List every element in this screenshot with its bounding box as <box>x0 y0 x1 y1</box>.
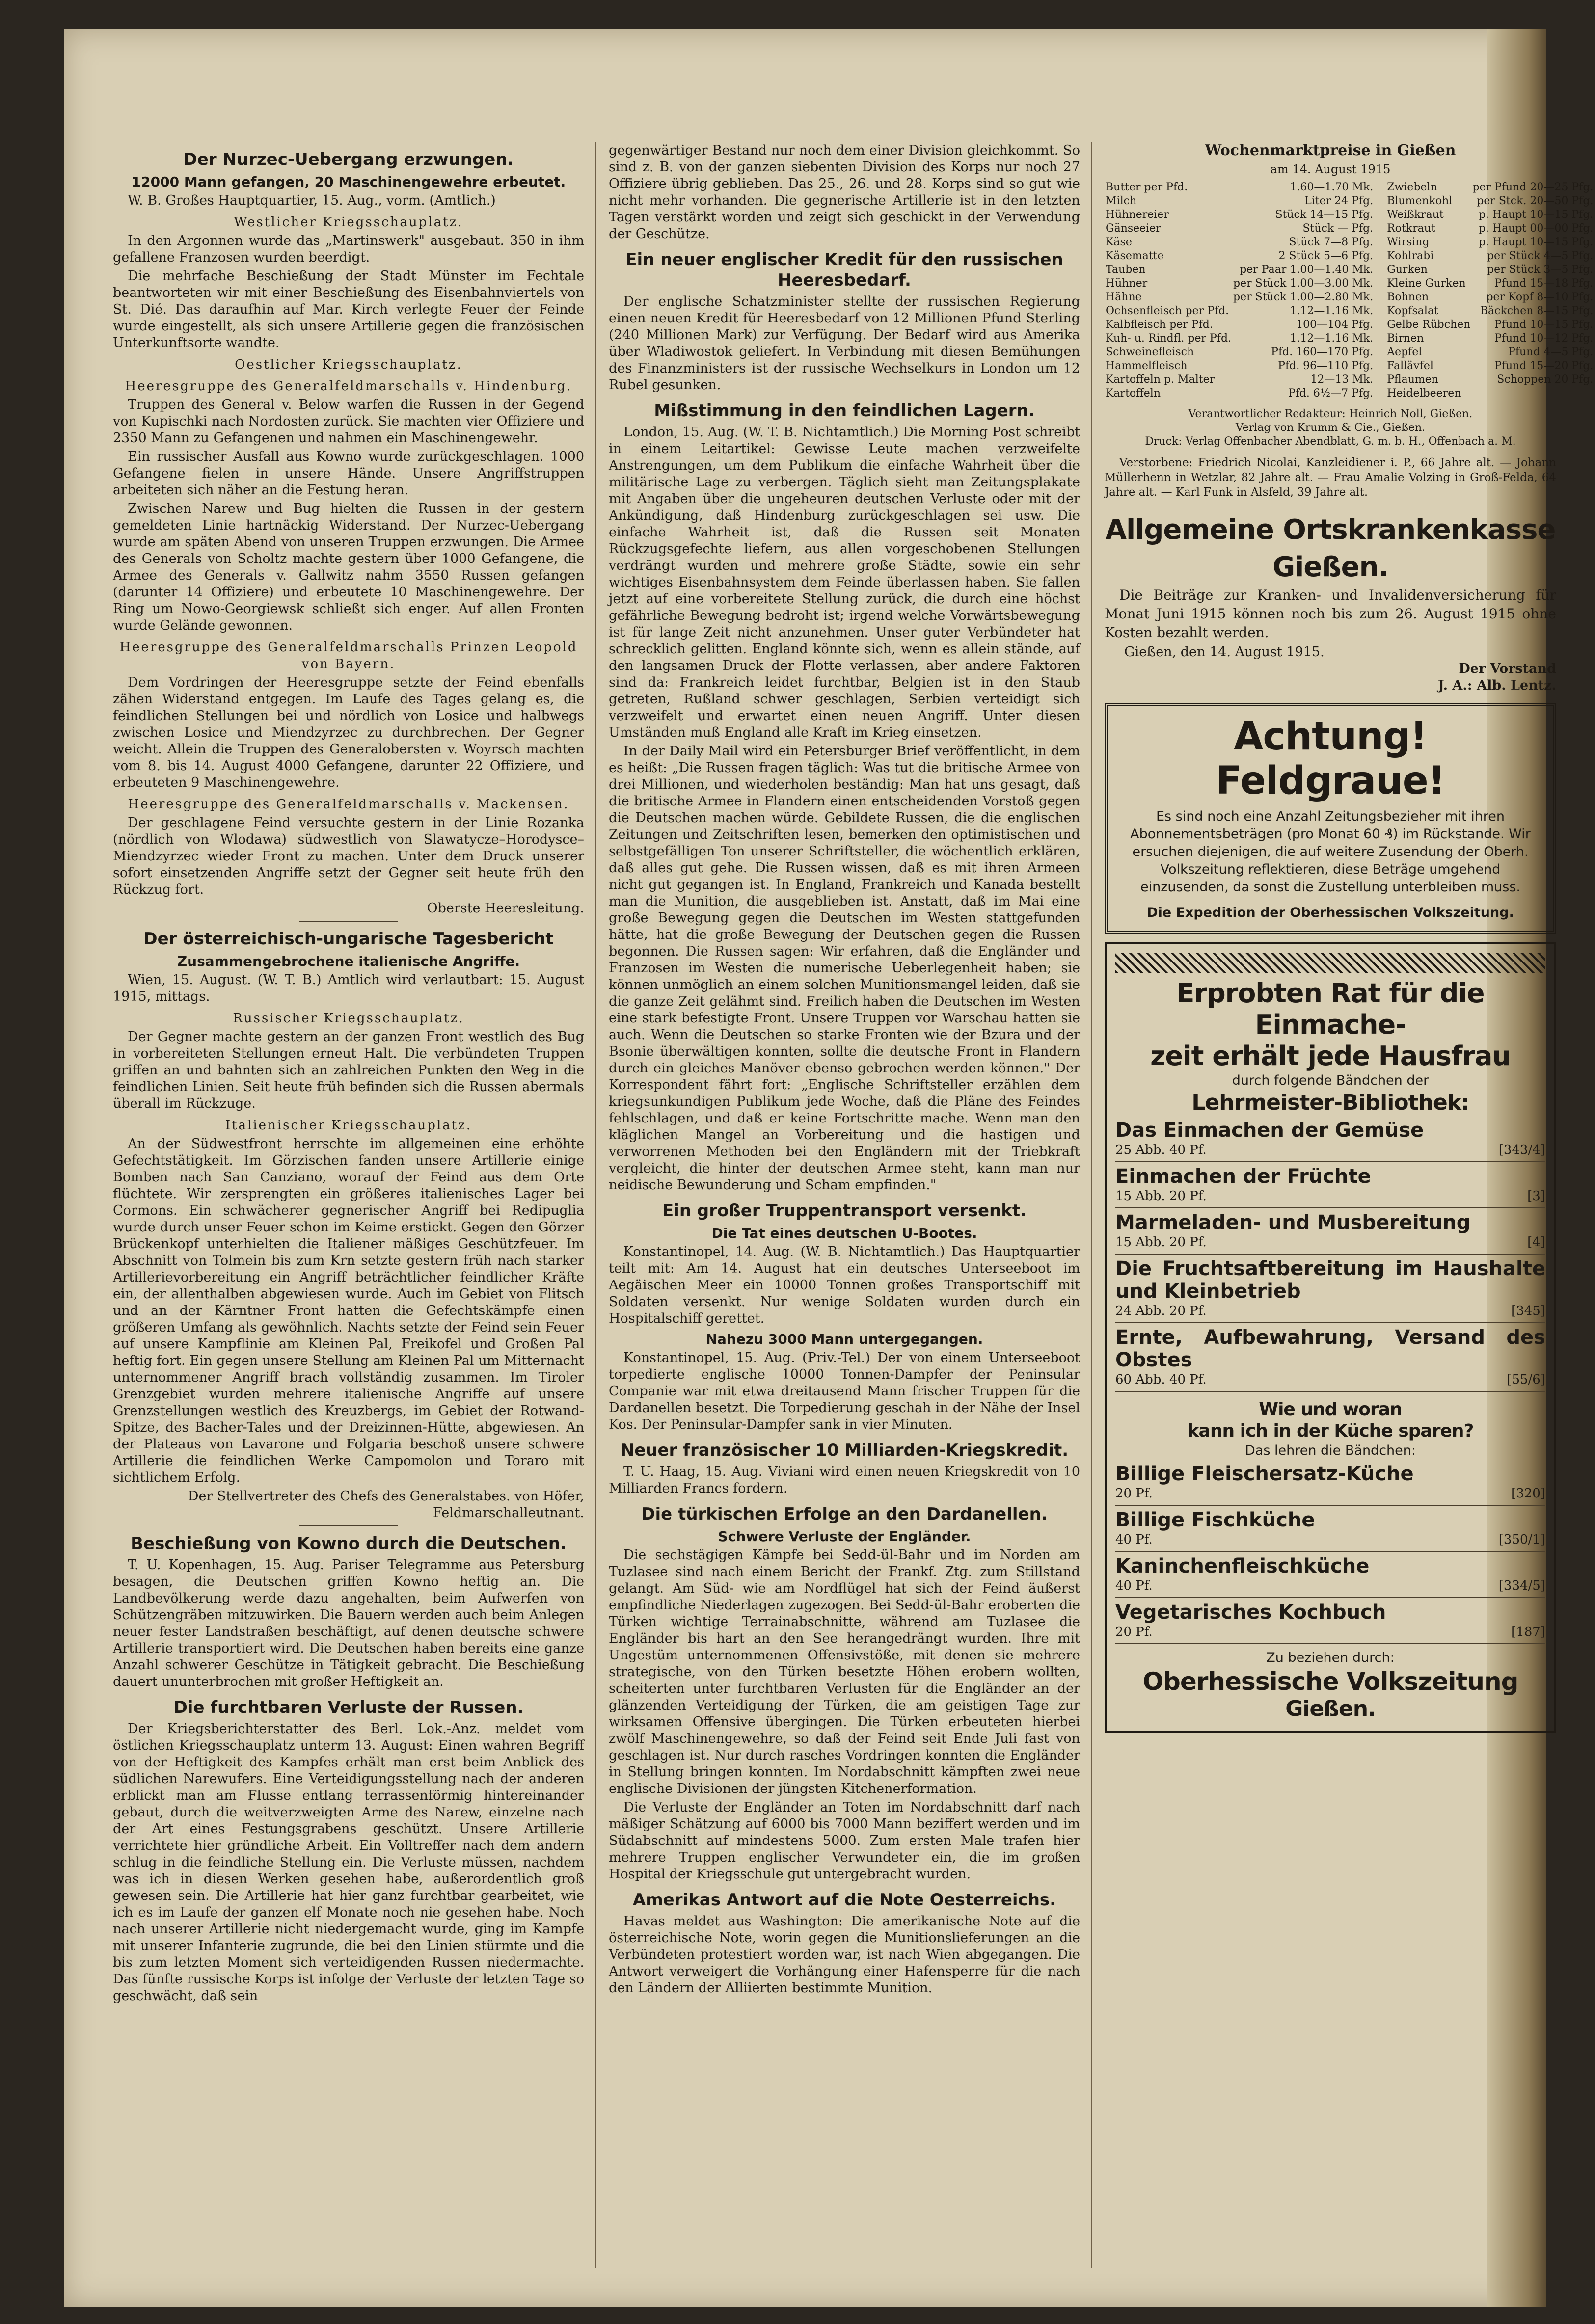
krankenkasse-title: Allgemeine Ortskrankenkasse Gießen. <box>1105 514 1556 583</box>
price-value: 1.60—1.70 Mk. <box>1290 181 1374 193</box>
market-prices-date: am 14. August 1915 <box>1270 162 1391 176</box>
book-title: Vegetarisches Kochbuch <box>1115 1601 1386 1624</box>
price-value: per Kopf 8—10 Pfg. <box>1486 291 1594 303</box>
market-prices-left <box>1105 181 1374 401</box>
article-dateline: W. B. Großes Hauptquartier, 15. Aug., vorm. (Amtlich.) <box>128 193 496 208</box>
ad-sparen-sub: Das lehren die Bändchen: <box>1245 1443 1416 1458</box>
price-value: Pfd. 160—170 Pfg. <box>1271 346 1374 358</box>
book-title: Einmachen der Früchte <box>1115 1165 1371 1188</box>
book-entry <box>1115 1323 1545 1392</box>
book-number: [4] <box>1527 1235 1545 1250</box>
ad-feldgraue-text: Es sind noch eine Anzahl Zeitungsbezieher mit ihren Abonnementsbeträgen (pro Monat 60 ₰) im Rückstande. Wir ersuchen diejenigen, die auf weitere Zusendung der Oberh. Volkszeitung reflektieren, diese Beträge umgehend einzusenden, da sonst die Zustellung unterbleiben muss. <box>1130 809 1531 895</box>
section-heading: Russischer Kriegsschauplatz. <box>233 1011 464 1026</box>
price-value: per Stck. 20—50 Pfg. <box>1477 195 1594 207</box>
price-value: per Pfund 20—25 Pfg. <box>1472 181 1594 193</box>
article-paragraph: In der Daily Mail wird ein Petersburger Brief veröffentlicht, in dem es heißt: „Die Russen fragen täglich: Was tut die britische Armee von drei Millionen, und wiederholen beständig: Man hat uns gesagt, daß die britische Armee in Flandern einen entscheidenden Vorstoß gegen die Deutschen machen würde. Gebildete Russen, die die englischen Zeitungen und Zeitschriften lesen, bemerken den optimistischen und selbstgefälligen Ton unserer Schriftsteller, die wöchentlich erklären, daß alles gut gehe. Die Russen wissen, daß es mit ihren Armeen nicht gut gegangen ist. In England, Frankreich und Kanada bestellt man die Munition, die ausgeblieben ist. Anstatt, daß im Mai eine große Bewegung gegen die Deutschen im Westen stattgefunden hätte, hat die große Bewegung der Deutschen gegen die Russen begonnen. Die Russen sagen: Wir erfahren, daß die Engländer und Franzosen im Westen die numerische Ueberlegenheit haben; sie können unmöglich an einem solchen Munitionsmangel leiden, daß sie die ganze Zeit gelähmt sind. Freilich haben die Deutschen im Westen eine stark befestigte Front. Unsere Truppen vor Warschau hatten sie auch. Wenn die Deutschen so starke Fronten wie der Bzura und der Bsonie überwältigen konnten, sollte die deutsche Front in Flandern durch ein gleiches Manöver ebenso gebrochen werden können." Der Korrespondent fährt fort: „Englische Schriftsteller erzählen dem kriegsunkundigen Publikum jede Woche, daß die Pläne des Feindes fehlschlagen, und daß er keine Fortschritte mache. Wenn man den kläglichen Mangel an Vorbereitung und die hastigen und verworrenen Methoden bei den Engländern mit der Triebkraft vergleicht, die hinter der deutschen Armee steht, kann man nur neidische Bewunderung und Scham empfinden." <box>609 744 1080 1193</box>
headline-austria: Der österreichisch-ungarische Tagesbericht <box>143 929 554 949</box>
price-value: Pfund 10—15 Pfg. <box>1494 319 1594 331</box>
book-meta <box>1115 1371 1545 1388</box>
decorative-border <box>1115 953 1545 973</box>
price-item: Käsematte <box>1106 250 1164 262</box>
book-price: 24 Abb. 20 Pf. <box>1115 1304 1207 1318</box>
book-price: 20 Pf. <box>1115 1486 1153 1501</box>
price-item: Bohnen <box>1387 291 1429 303</box>
book-title: Die Fruchtsaftbereitung im Haushalte und Kleinbetrieb <box>1115 1257 1545 1303</box>
ad-publisher-name: Oberhessische Volkszeitung <box>1142 1667 1518 1696</box>
price-row <box>1386 194 1594 208</box>
price-item: Kopfsalat <box>1387 305 1438 317</box>
price-row <box>1386 181 1594 194</box>
price-row <box>1386 373 1594 387</box>
book-meta <box>1115 1624 1545 1640</box>
price-value: Liter 24 Pfg. <box>1304 195 1374 207</box>
price-row <box>1105 304 1374 318</box>
krankenkasse-signature: J. A.: Alb. Lentz. <box>1437 678 1556 693</box>
article-paragraph: Ein russischer Ausfall aus Kowno wurde zurückgeschlagen. 1000 Gefangene fielen in unsere Hände. Unsere Angriffstruppen arbeiteten sich näher an die Festung heran. <box>113 449 584 498</box>
article-paragraph: Konstantinopel, 15. Aug. (Priv.-Tel.) Der von einem Unterseeboot torpedierte englische 10000 Tonnen-Dampfer der Peninsular Companie war mit etwa dreitausend Mann frischer Truppen für die Dardanellen besetzt. Die Torpedierung geschah in der Nähe der Insel Kos. Der Peninsular-Dampfer sank in vier Minuten. <box>609 1350 1080 1432</box>
ad-lehrmeister-title: zeit erhält jede Hausfrau <box>1150 1041 1511 1071</box>
book-price: 20 Pf. <box>1115 1625 1153 1639</box>
column-left <box>113 142 584 2006</box>
book-list <box>1115 1116 1545 1392</box>
book-price: 60 Abb. 40 Pf. <box>1115 1372 1207 1387</box>
price-item: Aepfel <box>1387 346 1422 358</box>
price-row <box>1105 373 1374 387</box>
article-paragraph: Truppen des General v. Below warfen die Russen in der Gegend von Kupischki nach Nordosten zurück. Sie machten vier Offiziere und 2350 Mann zu Gefangenen und nahmen ein Maschinengewehr. <box>113 397 584 446</box>
price-item: Kuh- u. Rindfl. per Pfd. <box>1106 332 1232 345</box>
price-row <box>1105 346 1374 359</box>
ad-feldgraue-signature: Die Expedition der Oberhessischen Volkszeitung. <box>1147 905 1514 920</box>
book-price: 40 Pf. <box>1115 1578 1153 1593</box>
price-item: Fallävfel <box>1387 360 1433 372</box>
price-value: Stück — Pfg. <box>1302 222 1374 235</box>
book-title: Billige Fleischersatz-Küche <box>1115 1463 1414 1485</box>
article-paragraph: Der englische Schatzminister stellte der russischen Regierung einen neuen Kredit für Heeresbedarf von 12 Millionen Pfund Sterling (240 Millionen Mark) zur Verfügung. Der Bedarf wird aus Amerika über Wladiwostok geliefert. In Verbindung mit diesen Bemühungen des Finanzministers ist der russische Wechselkurs in London um 12 Rubel gesunken. <box>609 294 1080 393</box>
price-row <box>1386 346 1594 359</box>
price-value: Pfund 10—12 Pfg. <box>1494 332 1594 345</box>
price-row <box>1105 387 1374 401</box>
book-number: [343/4] <box>1498 1143 1545 1157</box>
price-row <box>1105 318 1374 332</box>
book-meta <box>1115 1531 1545 1548</box>
section-heading: Westlicher Kriegsschauplatz. <box>234 215 463 230</box>
price-value: 2 Stück 5—6 Pfg. <box>1278 250 1374 262</box>
ad-sparen-title: kann ich in der Küche sparen? <box>1187 1421 1474 1441</box>
price-row <box>1386 277 1594 291</box>
book-number: [350/1] <box>1498 1532 1545 1547</box>
book-entry <box>1115 1460 1545 1506</box>
headline-kowno: Beschießung von Kowno durch die Deutschen. <box>131 1534 567 1553</box>
price-item: Blumenkohl <box>1387 195 1453 207</box>
obituaries: Verstorbene: Friedrich Nicolai, Kanzleidiener i. P., 66 Jahre alt. — Johann Müllerhenn in Wetzlar, 82 Jahre alt. — Frau Amalie Volzing in Groß-Felda, 64 Jahre alt. — Karl Funk in Alsfeld, 39 Jahre alt. <box>1105 456 1556 499</box>
book-price: 15 Abb. 20 Pf. <box>1115 1235 1207 1250</box>
price-item: Hühnereier <box>1106 209 1169 221</box>
price-value: Pfund 15—18 Pfg. <box>1494 277 1594 290</box>
book-entry <box>1115 1552 1545 1598</box>
price-row <box>1105 277 1374 291</box>
price-value: per Stück 3—5 Pfg. <box>1487 264 1594 276</box>
book-meta <box>1115 1234 1545 1251</box>
book-entry <box>1115 1506 1545 1552</box>
price-item: Hähne <box>1106 291 1142 303</box>
price-row <box>1386 359 1594 373</box>
price-item: Zwiebeln <box>1387 181 1437 193</box>
subheadline: 12000 Mann gefangen, 20 Maschinengewehre erbeutet. <box>131 174 566 190</box>
book-title: Ernte, Aufbewahrung, Versand des Obstes <box>1115 1326 1545 1371</box>
subheadline: Zusammengebrochene italienische Angriffe. <box>177 953 520 969</box>
price-row <box>1386 318 1594 332</box>
book-meta <box>1115 1188 1545 1204</box>
price-row <box>1105 208 1374 222</box>
subheadline: Die Tat eines deutschen U-Bootes. <box>711 1225 977 1241</box>
price-item: Birnen <box>1387 332 1424 345</box>
column-rule <box>1091 142 1092 2268</box>
price-row <box>1386 332 1594 346</box>
column-right <box>1105 142 1594 1741</box>
editor-line: Verantwortlicher Redakteur: Heinrich Noll, Gießen. <box>1188 408 1473 420</box>
article-paragraph: Der Gegner machte gestern an der ganzen Front westlich des Bug in vorbereiteten Stellungen erneut Halt. Die verbündeten Truppen griffen an und bahnten sich an zahlreichen Punkten den Weg in die feindlichen Linien. Seit heute früh befinden sich die Russen abermals überall im Rückzuge. <box>113 1029 584 1111</box>
publisher-line: Verlag von Krumm & Cie., Gießen. <box>1235 422 1426 434</box>
price-row <box>1105 263 1374 277</box>
price-value: p. Haupt 00—00 Pfg. <box>1478 222 1594 235</box>
article-paragraph: London, 15. Aug. (W. T. B. Nichtamtlich.) Die Morning Post schreibt in einem Leitartikel: Gewisse Leute machen verzweifelte Anstrengungen, um dem Publikum die einfache Wahrheit über die militärische Lage zu verbergen. Täglich sieht man Zeitungsplakate mit Angaben über die ungeheuren deutschen Verluste oder mit der Ankündigung, daß Hindenburg zurückgeschlagen sei usw. Die einfache Wahrheit ist, daß die Russen seit Monaten Rückzugsgefechte liefern, aus allen vorgeschobenen Stellungen verdrängt wurden und mehrere große Städte, sowie ein sehr wichtiges Eisenbahnsystem dem Feinde überlassen haben. Sie fallen jetzt auf eine vorbereitete Stellung zurück, die durch eine höchst gefährliche Bewegung bedroht ist; irgend welche Vorwärtsbewegung ist für lange Zeit nicht anzunehmen. Unser guter Verbündeter hat schrecklich gelitten. England könnte sich, wenn es allein stände, auf den langsamen Druck der Flotte verlassen, aber andere Faktoren sind da: Frankreich leidet furchtbar, Belgien ist in den Staub getreten, Rußland schwer geschlagen, Serbien verteidigt sich verzweifelt und erwartet einen neuen Angriff. Unter diesen Umständen muß England alle Kraft im Krieg einsetzen. <box>609 425 1080 740</box>
divider <box>299 921 398 922</box>
book-entry <box>1115 1116 1545 1162</box>
article-paragraph: Der Kriegsberichterstatter des Berl. Lok.-Anz. meldet vom östlichen Kriegsschauplatz unterm 13. August: Einen wahren Begriff von der Heftigkeit des Kampfes erhält man erst beim Anblick des südlichen Narewufers. Eine Verteidigungsstellung nach der anderen erblickt man am Flusse entlang terrassenförmig hintereinander gebaut, durch die weitverzweigten Arme des Narew, einzelne nach der Art eines Festungsgrabens geschützt. Unsere Artillerie verrichtete hier gründliche Arbeit. Ein Volltreffer nach dem andern schlug in die feindliche Stellung ein. Die Verluste müssen, nachdem was ich in diesen Werken gesehen habe, außerordentlich groß gewesen sein. Die Artillerie hat hier ganz furchtbar gearbeitet, wie ich es im Laufe der ganzen elf Monate noch nie gesehen habe. Noch nach unserer Artillerie nicht niedergemacht wurde, ging im Kampfe mit unserer Infanterie zugrunde, die bei den Linien stürmte und die bis zum letzten Moment sich verteidigenden Russen niedermachte. Das fünfte russische Korps ist infolge der Verluste der letzten Tage so geschwächt, daß sein <box>113 1721 584 2003</box>
price-value: p. Haupt 10—15 Pfg. <box>1478 209 1594 221</box>
price-value: Pfund 15—20 Pfg. <box>1494 360 1594 372</box>
book-title: Billige Fischküche <box>1115 1509 1315 1531</box>
price-row <box>1386 291 1594 304</box>
price-row <box>1105 291 1374 304</box>
price-item: Gänseeier <box>1106 222 1161 235</box>
divider <box>299 1525 398 1526</box>
headline-nurzec: Der Nurzec-Uebergang erzwungen. <box>183 150 514 169</box>
book-meta <box>1115 1485 1545 1502</box>
section-heading: Italienischer Kriegsschauplatz. <box>225 1118 472 1133</box>
price-row <box>1105 359 1374 373</box>
book-number: [345] <box>1511 1304 1545 1318</box>
headline-losses: Die furchtbaren Verluste der Russen. <box>173 1698 524 1717</box>
price-item: Schweinefleisch <box>1106 346 1194 358</box>
krankenkasse-text: Die Beiträge zur Kranken- und Invalidenversicherung für Monat Juni 1915 können noch bis zum 26. August 1915 ohne Kosten bezahlt werden. <box>1105 587 1556 641</box>
price-value: per Stück 4—5 Pfg. <box>1487 250 1594 262</box>
price-value: 12—13 Mk. <box>1310 374 1374 386</box>
article-paragraph: Havas meldet aus Washington: Die amerikanische Note auf die österreichische Note, worin gegen die Munitionslieferungen an die Verbündeten protestiert worden war, ist nach Wien abgegangen. Die Antwort verweigert die Vorhängung einer Hafensperre für die nach den Ländern der Alliierten bestimmte Munition. <box>609 1914 1080 1996</box>
book-number: [55/6] <box>1507 1372 1545 1387</box>
book-title: Kaninchenfleischküche <box>1115 1555 1370 1577</box>
book-entry <box>1115 1162 1545 1208</box>
column-rule <box>595 142 596 2268</box>
price-value: Stück 7—8 Pfg. <box>1289 236 1374 248</box>
price-value: 1.12—1.16 Mk. <box>1290 305 1374 317</box>
market-prices-right <box>1386 181 1594 401</box>
price-item: Hühner <box>1106 277 1148 290</box>
article-dateline: Wien, 15. August. (W. T. B.) Amtlich wird verlautbart: 15. August 1915, mittags. <box>113 972 584 1004</box>
ad-lehrmeister-title: Erprobten Rat für die Einmache- <box>1176 978 1485 1040</box>
price-value <box>1471 387 1594 401</box>
article-paragraph: T. U. Haag, 15. Aug. Viviani wird einen neuen Kriegskredit von 10 Milliarden Francs fordern. <box>609 1464 1080 1496</box>
price-item: Rotkraut <box>1387 222 1435 235</box>
subheadline: Nahezu 3000 Mann untergegangen. <box>705 1331 983 1347</box>
book-number: [334/5] <box>1498 1578 1545 1593</box>
price-value: Stück 14—15 Pfg. <box>1275 209 1374 221</box>
ad-publisher-city: Gießen. <box>1285 1696 1376 1721</box>
price-item: Pflaumen <box>1387 374 1438 386</box>
printer-line: Druck: Verlag Offenbacher Abendblatt, G. m. b. H., Offenbach a. M. <box>1145 435 1516 448</box>
book-title: Marmeladen- und Musbereitung <box>1115 1211 1471 1234</box>
price-row <box>1386 263 1594 277</box>
section-heading: Heeresgruppe des Generalfeldmarschalls v. Mackensen. <box>128 797 569 812</box>
ad-lehrmeister-series: Lehrmeister-Bibliothek: <box>1191 1090 1469 1115</box>
price-row <box>1386 387 1594 401</box>
price-item: Kleine Gurken <box>1387 277 1466 290</box>
price-item: Kohlrabi <box>1387 250 1434 262</box>
book-entry <box>1115 1208 1545 1255</box>
price-value: per Stück 1.00—3.00 Mk. <box>1233 277 1374 290</box>
article-paragraph: In den Argonnen wurde das „Martinswerk" ausgebaut. 350 in ihm gefallene Franzosen wurden beerdigt. <box>113 233 584 265</box>
headline-america: Amerikas Antwort auf die Note Oesterreichs. <box>632 1890 1056 1910</box>
price-row <box>1105 332 1374 346</box>
price-item: Gelbe Rübchen <box>1387 319 1471 331</box>
book-price: 40 Pf. <box>1115 1532 1153 1547</box>
price-row <box>1105 181 1374 194</box>
krankenkasse-signature: Der Vorstand <box>1459 661 1556 676</box>
market-prices-table <box>1105 181 1594 401</box>
price-item: Kalbfleisch per Pfd. <box>1106 319 1213 331</box>
book-entry <box>1115 1598 1545 1644</box>
book-meta <box>1115 1577 1545 1594</box>
price-value: 100—104 Pfg. <box>1296 319 1374 331</box>
article-paragraph: Konstantinopel, 14. Aug. (W. B. Nichtamtlich.) Das Hauptquartier teilt mit: Am 14. August hat ein deutsches Unterseeboot im Aegäischen Meer ein 10000 Tonnen großes Transportschiff mit Soldaten versenkt. Nur wenige Soldaten wurden durch ein Hospitalschiff gerettet. <box>609 1244 1080 1326</box>
price-value: Pfund 4—5 Pfg. <box>1508 346 1594 358</box>
price-row <box>1105 194 1374 208</box>
price-item: Ochsenfleisch per Pfd. <box>1106 305 1229 317</box>
price-row <box>1105 236 1374 249</box>
book-number: [320] <box>1511 1486 1545 1501</box>
section-heading: Oestlicher Kriegsschauplatz. <box>235 357 462 372</box>
price-item: Kartoffeln p. Malter <box>1106 374 1215 386</box>
price-value: 1.12—1.16 Mk. <box>1290 332 1374 345</box>
price-row <box>1386 208 1594 222</box>
signature: Der Stellvertreter des Chefs des Generalstabes. von Höfer, Feldmarschalleutnant. <box>188 1489 584 1521</box>
price-value: Pfd. 6½—7 Pfg. <box>1288 387 1374 400</box>
market-prices-title: Wochenmarktpreise in Gießen <box>1205 142 1456 159</box>
price-row <box>1105 222 1374 236</box>
section-heading: Heeresgruppe des Generalfeldmarschalls Prinzen Leopold von Bayern. <box>119 640 578 671</box>
article-paragraph: Die Verluste der Engländer an Toten im Nordabschnitt darf nach mäßiger Schätzung auf 6000 bis 7000 Mann beziffert werden und im Südabschnitt auf mindestens 5000. Zum ersten Male trafen hier mehrere Truppen englischer Verwundeter ein, die im großen Hospital der Kriegsschule gut untergebracht wurden. <box>609 1800 1080 1882</box>
book-number: [187] <box>1511 1625 1545 1639</box>
signature: Oberste Heeresleitung. <box>427 901 584 916</box>
book-price: 15 Abb. 20 Pf. <box>1115 1189 1207 1203</box>
price-item: Hammelfleisch <box>1106 360 1188 372</box>
price-item: Butter per Pfd. <box>1106 181 1188 193</box>
price-row <box>1105 249 1374 263</box>
article-paragraph: An der Südwestfront herrschte im allgemeinen eine erhöhte Gefechtstätigkeit. Im Görzischen fanden unsere Artillerie einige Bomben nach San Canziano, worauf der Feind aus dem Orte flüchtete. Wir zersprengten ein größeres italienisches Lager bei Cormons. Ein schwächerer gegnerischer Angriff bei Redipuglia wurde durch unser Feuer schon im Keime erstickt. Gegen den Görzer Brückenkopf unterhielten die Italiener mäßiges Geschützfeuer. Im Abschnitt von Tolmein bis zum Krn setzte gestern früh nach starker Artillerievorbereitung ein Angriff beträchtlicher feindlicher Kräfte ein, der allenthalben abgewiesen wurde. Auch im Gebiet von Flitsch und an der Kärntner Front hatten die Gefechtskämpfe einen größeren Umfang als gewöhnlich. Nachts setzte der Feind sein Feuer auf unsere Kampflinie am Kleinen Pal, Freikofel und Großen Pal heftig fort. Ein gegen unsere Stellung am Kleinen Pal um Mitternacht unternommener Angriff brach vollständig zusammen. Im Tiroler Grenzgebiet wurden mehrere italienische Angriffe auf unsere Grenzstellungen westlich des Kreuzbergs, im Gebiet der Rotwand-Spitze, des Bacher-Tales und der Dreizinnen-Hütte, abgewiesen. An der Plateaus von Lavarone und Folgaria beschoß unsere schwere Artillerie die feindlichen Werke Campomolon und Toraro mit sichtlichem Erfolg. <box>113 1136 584 1485</box>
price-item: Gurken <box>1387 264 1428 276</box>
book-meta <box>1115 1303 1545 1319</box>
price-item: Kartoffeln <box>1106 387 1161 400</box>
price-row <box>1386 304 1594 318</box>
article-paragraph: Zwischen Narew und Bug hielten die Russen in der gestern gemeldeten Linie hartnäckig Widerstand. Der Nurzec-Uebergang wurde am späten Abend von unseren Truppen erzwungen. Die Armee des Generals von Scholtz machte gestern über 1000 Gefangene, die Armee des Generals v. Gallwitz nahm 3550 Russen gefangen (darunter 14 Offiziere) und erbeutete 10 Maschinengewehre. Der Ring um Nowo-Georgiewsk schließt sich enger. Auf allen Fronten wurde Gelände gewonnen. <box>113 501 584 633</box>
price-value: per Paar 1.00—1.40 Mk. <box>1240 264 1374 276</box>
ad-lehrmeister-sub: durch folgende Bändchen der <box>1232 1073 1429 1088</box>
headline-transport: Ein großer Truppentransport versenkt. <box>662 1201 1027 1221</box>
price-row <box>1386 249 1594 263</box>
price-item: Weißkraut <box>1387 209 1444 221</box>
article-paragraph: T. U. Kopenhagen, 15. Aug. Pariser Telegramme aus Petersburg besagen, die Deutschen griffen Kowno heftig an. Die Landbevölkerung werde dazu angehalten, beim Aufwerfen von Schützengräben mitzuwirken. Die Bauern werden auch beim Anlegen neuer fester Landstraßen beschäftigt, auf denen deutsche schwere Artillerie transportiert wird. Die Deutschen haben bereits eine ganze Anzahl schwerer Geschütze in Tätigkeit gebracht. Die Beschießung dauert ununterbrochen mit großer Heftigkeit an. <box>113 1557 584 1689</box>
ad-lehrmeister <box>1105 942 1556 1733</box>
headline-discord: Mißstimmung in den feindlichen Lagern. <box>654 401 1035 421</box>
section-heading: Heeresgruppe des Generalfeldmarschalls v. Hindenburg. <box>125 379 572 394</box>
headline-french-credit: Neuer französischer 10 Milliarden-Kriegskredit. <box>620 1441 1069 1460</box>
book-number: [3] <box>1527 1189 1545 1203</box>
ad-from-label: Zu beziehen durch: <box>1266 1650 1395 1665</box>
newspaper-page <box>64 29 1594 2307</box>
price-value: Pfd. 96—110 Pfg. <box>1278 360 1374 372</box>
headline-dardanelles: Die türkischen Erfolge an den Dardanellen. <box>641 1504 1048 1524</box>
price-row <box>1386 222 1594 236</box>
article-paragraph: Der geschlagene Feind versuchte gestern in der Linie Rozanka (nördlich von Wlodawa) südwestlich von Slawatycze–Horodysce–Miendzyrzec wieder Front zu machen. Unter dem Druck unserer sofort einsetzenden Angriffe setzt der Gegner seit heute früh den Rückzug fort. <box>113 815 584 897</box>
price-item: Wirsing <box>1387 236 1430 248</box>
price-value: Schoppen 20 Pfg. <box>1497 374 1594 386</box>
book-title: Das Einmachen der Gemüse <box>1115 1119 1424 1142</box>
price-row <box>1386 236 1594 249</box>
ad-sparen-title: Wie und woran <box>1259 1399 1402 1419</box>
column-middle <box>609 142 1080 1999</box>
ad-feldgraue <box>1105 703 1556 934</box>
book-price: 25 Abb. 40 Pf. <box>1115 1143 1207 1157</box>
ad-feldgraue-title: Achtung! Feldgraue! <box>1216 715 1445 803</box>
book-list <box>1115 1460 1545 1644</box>
article-paragraph: Die sechstägigen Kämpfe bei Sedd-ül-Bahr und im Norden am Tuzlasee sind nach einem Bericht der Frankf. Ztg. zum Stillstand gelangt. Am Süd- wie am Nordflügel hat sich der Feind äußerst empfindliche Niederlagen zugezogen. Bei Sedd-ül-Bahr eroberten die Türken wichtige Terrainabschnitte, während am Tuzlasee die Engländer bis hart an den See herangedrängt wurden. Ihre mit Ungestüm unternommenen Offensivstöße, mit denen sie mehrere strategische, von den Türken besetzte Höhen erobern wollten, scheiterten unter furchtbaren Verlusten für die Engländer an der glänzenden Verteidigung der Türken, die am geistigen Tage zur wirksamen Offensive übergingen. Die Türken erbeuteten hierbei zwölf Maschinengewehre, so daß der Feind seit Ende Juli fast von geschlagen ist. Nur durch rasches Vordringen konnten die Engländer in Stellung bringen konnten. Im Nordabschnitt kämpften zwei neue englische Divisionen der jüngsten Kitchenerformation. <box>609 1548 1080 1796</box>
subheadline: Schwere Verluste der Engländer. <box>718 1528 971 1545</box>
headline-credit: Ein neuer englischer Kredit für den russischen Heeresbedarf. <box>625 250 1063 290</box>
price-value: Bäckchen 8—15 Pfg. <box>1480 305 1594 317</box>
article-paragraph: Dem Vordringen der Heeresgruppe setzte der Feind ebenfalls zähen Widerstand entgegen. Im Laufe des Tages gelang es, die feindlichen Stellungen bei und nördlich von Losice und halbwegs zwischen Losice und Miendzyrzec zu durchbrechen. Der Gegner weicht. Allein die Truppen des Generalobersten v. Woyrsch machten vom 8. bis 14. August 4000 Gefangene, darunter 22 Offiziere, und erbeuteten 9 Maschinengewehre. <box>113 675 584 790</box>
price-item: Käse <box>1106 236 1132 248</box>
price-value: p. Haupt 10—15 Pfg. <box>1478 236 1594 248</box>
article-paragraph: Die mehrfache Beschießung der Stadt Münster im Fechtale beantworteten wir mit einer Beschießung des Eisenbahnviertels von St. Dié. Das daraufhin auf Mar. Kirch verlegte Feuer der Feinde wurde eingestellt, als sich unsere Artillerie gegen die französischen Unterkunftsorte wandte. <box>113 268 584 350</box>
price-item: Heidelbeeren <box>1387 387 1461 400</box>
book-meta <box>1115 1142 1545 1158</box>
article-paragraph: gegenwärtiger Bestand nur noch dem einer Division gleichkommt. So sind z. B. von der ganzen siebenten Division des Korps nur noch 27 Offiziere übrig geblieben. Das 25., 26. und 28. Korps sind so gut wie nicht mehr vorhanden. Die gegnerische Artillerie ist in den letzten Tagen verstärkt worden und zeigt sich geschickt in der Verwendung der Geschütze. <box>609 143 1080 241</box>
price-item: Tauben <box>1106 264 1146 276</box>
krankenkasse-date: Gießen, den 14. August 1915. <box>1124 644 1325 660</box>
price-value: per Stück 1.00—2.80 Mk. <box>1233 291 1374 303</box>
book-entry <box>1115 1255 1545 1323</box>
price-item: Milch <box>1106 195 1137 207</box>
